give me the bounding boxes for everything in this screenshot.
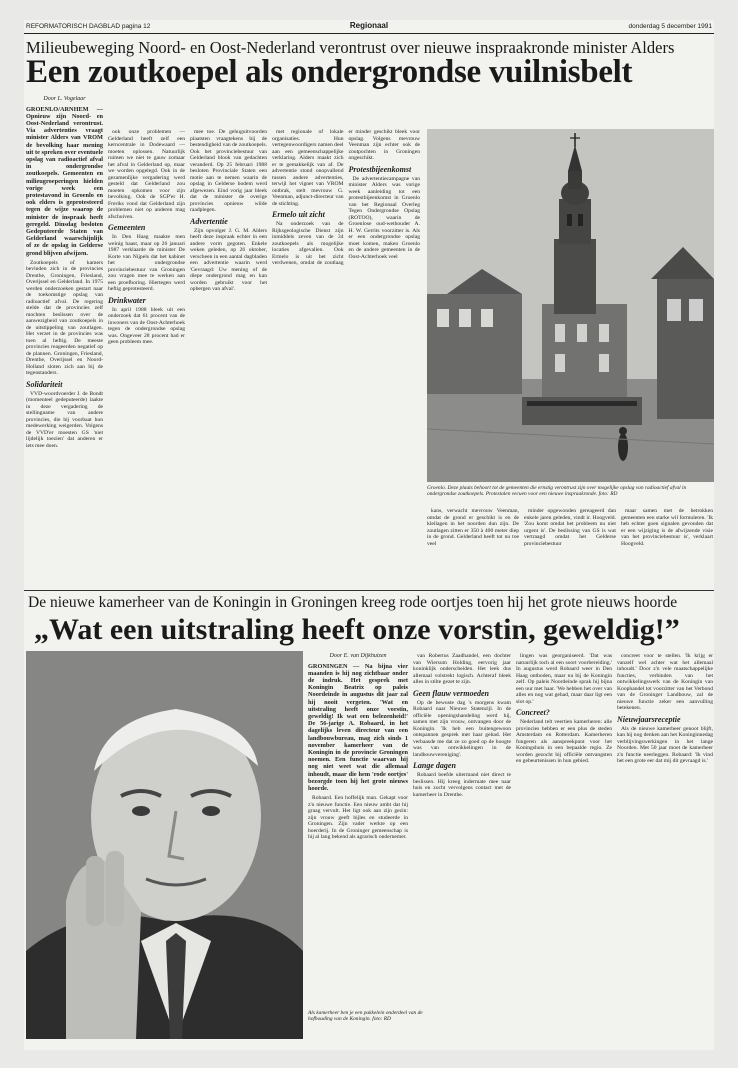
article2-subhead-concreet: Concreet? [516,708,550,717]
masthead-paper-page: REFORMATORISCH DAGBLAD pagina 12 [26,23,151,30]
article1-col4-text: met regionale of lokale organisaties. Hun vertegenwoordigers namen deel aan een gemeenschappelijke verklaring. Alders maakt zich er te gemakkelijk van af. De advertentie stond onopvallend tussen andere advertenties, terwijl het vignet van VROM ontbrak, stelt mevrouw G. Veenman, adjunct-directeur van de stichting. [272,129,344,207]
article1-headline: Een zoutkoepel als ondergrondse vuilnisbelt [26,54,633,90]
article2-subhead-geen: Geen flauw vermoeden [413,688,489,698]
article1-col4-text3: De advertentiecampagne van minister Alders was vorige week aanleiding tot een protestbijeenkomst in Groenlo van het Regionaal Overleg Tegen Ondergrondse Opslag (ROTOO), waarin de Groenlose oud-wethouder A. H. W. Gerrits voorzitter is. Als er een ondergrondse opslag moet komen, maken Groenlo en de andere gemeenten in de Oost-Achterhoek veel [348,175,420,260]
article2-column-1 [308,653,408,1008]
groenlo-church-photo [427,129,714,482]
article2-col2-text: van Robertus Zaadhandel, een dochter van Wiersum Holding, eervorig jaar koninklijk onderscheiden. Het leek dus allemaal volstrekt logisch. Achteraf bleek alles in stilte gezet te zijn. [413,653,511,685]
article2-col4-text: concreet voor te stellen. 'Ik krijg er vanzelf wel achter wat het allemaal inhoudt.' Door z'n vele maatschappelijke functies, verbinden van het ontwikkelingswerk van de Koningin van Koophandel tot voorzitter van het Verbond van de Groninger Landbouw, zal de nieuwe functie zeker een aanvulling betekenen. [617,653,713,711]
article1-intro: GROENLO/ARNHEM — Opnieuw zijn Noord- en Oost-Nederland verontrust. Via advertenties vraagt minister Alders van VROM de bevolking haar mening uit te spreken over eventuele opslag van radioactief afval in ondergrondse zoutkoepels. Gemeenten en milieugroeperingen hielden vorige week een protestavond in Groenlo en ook elders is geprotesteerd tegen de wijze waarop de minister de inspraak heeft geregeld. Dinsdag besloten Gedeputeerde Staten van Gelderland waarschijnlijk of ze de opslag in Gelderse grond blijven afwijzen. [26,105,103,257]
article1-col5-bottom: minder opgewonden gereageerd dan enkele jaren geleden, vindt ir. Hoogveld. 'Zou komt omdat het probleem nu niet urgent is'. De beslissing van GS is wat vertraagd omdat het Gelderse provinciebestuur [524,508,616,547]
article1-col1-text2: VVD-woordvoerder J. de Bondt (momenteel gedeputeerde) laakte in deze vergadering de stellingname van andere provincies, die bij voorbaat hun medewerking weigerden. Volgens de VVD'er moesten GS 'niet lijdelijk toezien' dat anderen er iets mee doen. [26,390,103,449]
article1-column-2 [108,129,185,586]
groenlo-photo-caption: Groenlo. Deze plaats behoort tot de gemeenten die ernstig verontrust zijn over mogelijke opslag van radioactief afval in ondergrondse zoutkoepels. Protestalen vecuen voor een nieuwe inspraakronde. foto: RD [427,485,687,498]
masthead-section: Regionaal [349,21,389,30]
article1-subhead-gemeenten: Gemeenten [108,223,146,232]
article2-col2-text3: Robaard beefde uitermand niet direct te beslissen. Hij kreeg indermate mee naar huis en zocht vervolgens contact met de kamerheer in Drenthe. [413,772,511,798]
article2-column-2 [413,653,511,1038]
article1-col2-text2: In Den Haag maakte men weinig haast, maar op 26 januari 1987 verklaarde de minister De Korte van Nijpels dat het kabinet het ondergrondse provinciebestuur van Groningen zou vragen mee te werken aan een proefboring. Hiertegen werd heftig geprotesteerd. [108,234,185,292]
article1-col4-text2: Na onderzoek van de Rijksgeologische Dienst zijn inmiddels zeven van de 34 zoutkoepels als mogelijke locaties afgevallen. Ook Ermelo is uit het zicht verdwenen, omdat de zoutlaag er minder geschikt bleek voor opslag. Volgens mevrouw Veenman zijn echter ook de zoutpochten in Groningen ongeschikt. [272,129,420,266]
article2-col1-text: Robaard. Een hoffelijk man. Gekapt voor z'n nieuwe functie. Een nieuw ambt dat hij graag vervult. Het ligt ook aan zijn gezin: zijn vrouw geeft bijles en studeerde in Groningen. Zijn vader werkte op een boerderij. In de Groninger gemeenschap is hij al lang bekend als agrarisch ondernemer. [308,795,408,841]
article1-column-4 [272,129,420,483]
article1-col2-text3: In april 1988 bleek uit een onderzoek dat 61 procent van de inwoners van de Oost-Achterhoek tegen de ondergrondse opslag was. Ongeveer 28 procent had er geen probleem mee. [108,306,185,345]
article1-col3-text2: Zijn opvolger J. G. M. Alders heeft deze inspraak echter in een andere vorm gegoten. Enkele weken geleden, op 26 oktober, verscheen in een aantal dagbladen een advertentie waarin werd 'Gevraagd: Uw mening of de diepe ondergrond mag en kan worden gebruikt voor het opbergen van afval'. [190,227,267,292]
article1-col4-bottom: kans, verwacht mevrouw Veenman, omdat de grond er geschikt is en de kleilagen in het noorden dun zijn. De zoutlagen zitten er 350 à 400 meter diep in de grond. Gelderland heeft tot nu toe veel [427,508,519,547]
section-divider [24,590,714,591]
article1-column-7 [621,508,713,586]
article1-column-6 [524,508,616,586]
groenlo-church-photo-drawing [427,129,714,482]
article2-intro: GRONINGEN — Na bijna vier maanden is hij nog zichtbaar onder de indruk. Het gesprek met Koningin Beatrix op paleis Noordeinde in augustus dit jaar zal hij nooit vergeten. 'Wat en uitstraling heeft onze vorstin, geweldig! Ik wat een belezenheid!' De 56-jarige A. Robaard, in het dagelijks leven directeur van een landbouwbureau, mag zich sinds 1 november kamerheer van de Koningin in de provincie Groningen noemen. Een functie waarvan hij nog niet weet wat die allemaal inhoudt, maar die hem 'rode oortjes' bezorgde toen hij het grote nieuws hoorde. [308,662,408,792]
article1-column-3 [190,129,267,586]
article2-kicker: De nieuwe kamerheer van de Koningin in Groningen kreeg rode oortjes toen hij het grote nieuws hoorde [28,594,678,611]
article1-subhead-protest: Protestbijeenkomst [348,164,412,174]
article2-col3-text2: Nederland telt veertien kamerheren: alle provincies hebben er een plus de steden Amsterdam en Rotterdam. Kamerheren fungeren als aanspreekpunt voor het Koningshuis in een bepaalde regio. Ze worden gezocht bij officiële ontvangsten en gebeurtenissen in hun gebied. [516,719,612,764]
article2-col4-text2: Als de nieuwe kamerheer genoot blijft, kan hij nog denken aan het Koninginnedag verblijvingswerkingen in het lange Noorden. Met 50 jaar moet de kamerheer z'n functie neerleggen. Robaard: 'Ik vind het een grote eer dat mij dit gevraagd is.' [617,725,713,764]
masthead [24,20,714,34]
article1-column-1 [26,96,103,586]
article2-column-3 [516,653,612,1038]
article2-col2-text2: Op de bewuste dag 's morgens kwam Robaard naar Nieuwe Statenzijl. In de officiële openingshandeling werd hij, samen met zijn vrouw, ontvangen door de Koningin. 'Ik heb een buitengewoon ontspannen gesprek met haar gehad. Het verbaasde me dat ze zo goed op de hoogte was van ontwikkelingen in de landbouwvereniging'. [413,699,511,758]
article1-col2-text: ook onze problemen — Gelderland heeft zelf een kerncentrale in Dodewaard — moeten oplossen. Natuurlijk ruimen we niet te gauw zomaar het afval in Gelderland op, maar we worden opgelegd. Ook in de gezamenlijke vergadering werd gesteld dat Gelderland zou moeten opkomen voor zijn bevolking. Ook de SGP'er H. Freriks vond dat Gelderland zijn problemen niet op anderen mag afschuiven. [108,129,185,220]
article2-subhead-lange: Lange dagen [413,761,456,770]
article1-byline: Door L. Vogelaar [43,96,86,102]
article2-column-4 [617,653,713,1038]
article2-subhead-nieuwjaar: Nieuwjaarsreceptie [617,714,681,724]
masthead-date: donderdag 5 december 1991 [628,23,712,30]
article1-subhead-ermelo: Ermelo uit zicht [272,210,325,219]
article1-column-5 [427,508,519,586]
article1-subhead-advertentie: Advertentie [190,216,228,226]
article2-byline: Door E. van Dijkhuizen [329,653,387,659]
article1-col1-text: Zoutkoepels of kamers bevinden zich in de provincies Drenthe, Groningen, Friesland, Overijssel en Gelderland. In 1975 werden onderzoeken gestart naar de toekomstige opslag van radioactief afval. De regering stelde dat de provincies zelf mochten beslissen over de aanwezigheid van zoutkoepels in de uitstippeling van zoutlagen. Het verzet in de provincies was toen al heftig. De meeste provincies reageerden negatief op de plannen. Groningen, Friesland, Drenthe, Overijssel en Noord-Holland sloten zich aan bij de tegenstanders. [26,259,103,377]
article1-kicker: Milieubeweging Noord- en Oost-Nederland verontrust over nieuwe inspraakronde minister Alders [26,38,675,57]
article1-col3-text: mee toe. De gehuguitvoorden plaatsten vraagtekens bij de bestendigheid van de zoutkoepels. Ook het provinciebestuur van Gelderland blook van gedachten veranderd. Op 25 februari 1988 besloten Provinciale Staten een motie aan te nemen waarin de opslag in Gelderse bodem werd afgewezen. Eind vorig jaar bleek dat de minister de overige provincies opnieuw wilde raadplegen. [190,129,267,213]
newspaper-page [24,20,714,1050]
kamerheer-portrait-photo [26,651,303,1039]
article2-headline: „Wat een uitstraling heeft onze vorstin, geweldig!” [34,613,680,646]
article2-col3-text: lingen was georganiseerd. 'Dat was natuurlijk toch al een soort voorbereiding.' In augustus werd Robaard weer in Den Haag ontboden, maar nu bij de Koningin zelf. Op paleis Noordeinde sprak hij bijna een uur met haar. 'We hebben het over van alles en nog wat gehad, maar daar ligt een slot op.' [516,653,612,705]
portrait-caption: Als kamerheer ben je een pakkelein onderdeel van de hofhouding van de Koningin. foto: RD [308,1010,423,1023]
article1-subhead-solidariteit: Solidariteit [26,379,63,389]
article1-subhead-drinkwater: Drinkwater [108,295,146,305]
kamerheer-portrait-drawing [26,651,303,1039]
article1-col6-bottom: maar samen met de betrokken gemeenten een starke wil formuleren. 'Ik heb echter goen signalen gevonden dat er een wijziging is de afwijzende visie van het provinciebestuur is', verklaart Hoogveld. [621,508,713,547]
